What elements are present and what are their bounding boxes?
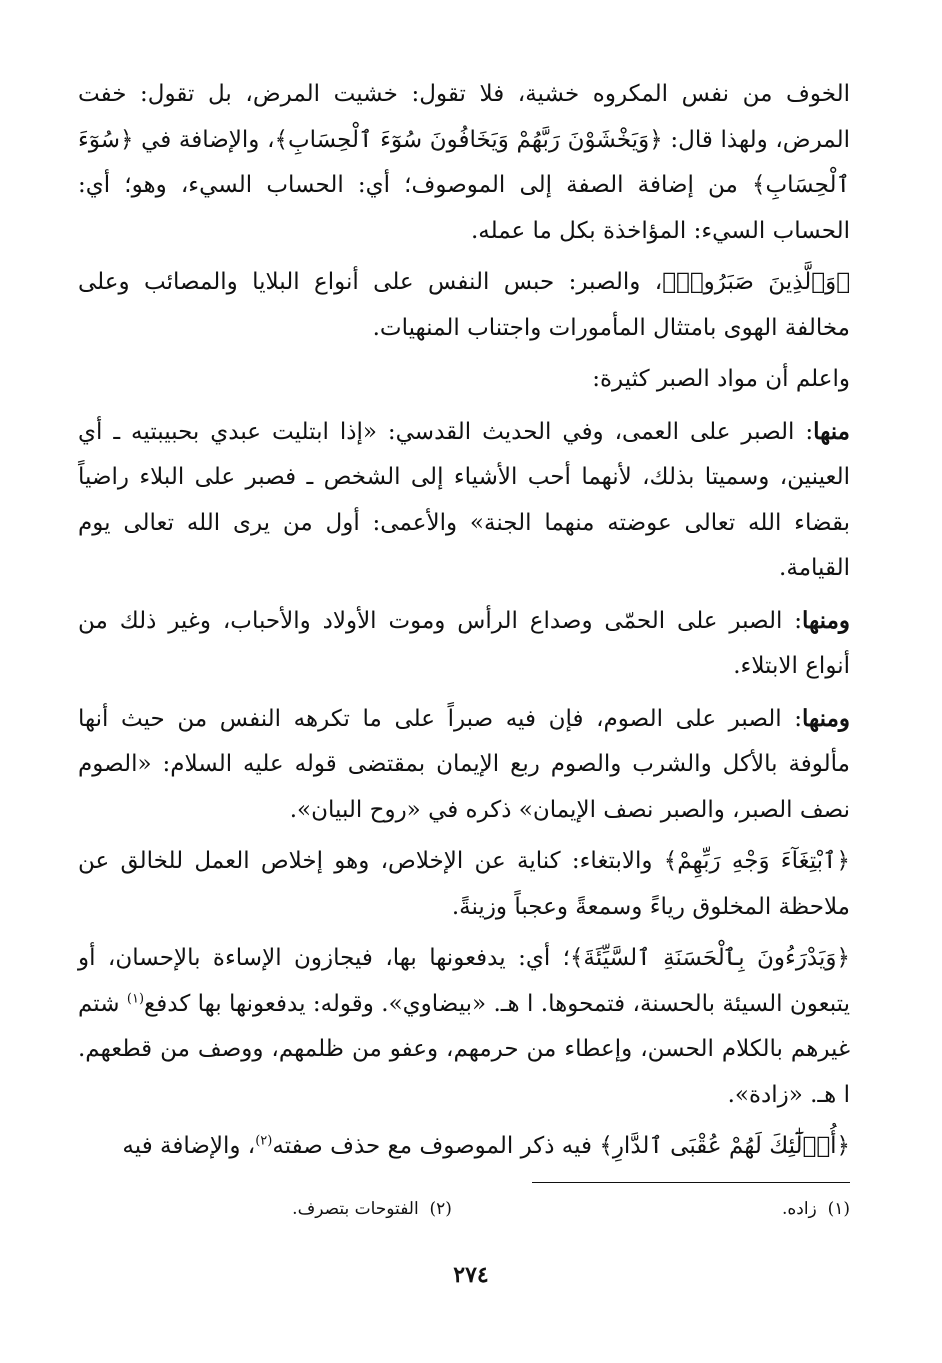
lead-word: ومنها — [802, 704, 850, 732]
paragraph — [78, 696, 850, 834]
quran-quote: ﴿سُوٓءَ ٱلْحِسَابِ﴾ — [78, 126, 850, 198]
quran-quote: ﴿وَيَخْشَوْنَ رَبَّهُمْ وَيَخَافُونَ سُوٓءَ ٱلْحِسَابِ﴾ — [274, 126, 663, 153]
paragraph — [78, 936, 850, 1118]
page-body — [78, 72, 850, 1176]
text-segment: ، والإضافة في — [133, 126, 275, 153]
quran-quote: ﴿أُو۟لَٰٓئِكَ لَهُمْ عُقْبَى ٱلدَّارِ﴾ — [599, 1133, 850, 1159]
footnote-number: (٢) — [429, 1199, 452, 1219]
paragraph — [78, 357, 850, 403]
footnotes — [78, 1194, 850, 1224]
text-segment: : الصبر على الصوم، فإن فيه صبراً على ما تكرهه النفس من حيث أنها مألوفة بالأكل والشرب والصوم ربع الإيمان بمقتضى قوله عليه السلام: «الصوم نصف الصبر، والصبر نصف الإيمان» ذكره في «روح البيان». — [78, 705, 850, 823]
text-segment: فيه ذكر الموصوف مع حذف صفته — [272, 1133, 600, 1159]
text-segment: والابتغاء: كناية عن الإخلاص، وهو إخلاص العمل للخالق عن ملاحظة المخلوق رياءً وسمعةً وعجباً وزينةً. — [78, 848, 850, 920]
text-segment: واعلم أن مواد الصبر كثيرة: — [592, 366, 850, 392]
paragraph — [78, 72, 850, 254]
text-segment: من إضافة الصفة إلى الموصوف؛ أي: الحساب السيء، وهو؛ أي: الحساب السيء: المؤاخذة بكل ما عمله. — [78, 172, 850, 244]
footnote-2 — [292, 1194, 452, 1224]
text-segment: شتم غيرهم بالكلام الحسن، وإعطاء من حرمهم، وعفو من ظلمهم، ووصف من قطعهم. ا هـ. «زادة». — [78, 990, 850, 1108]
footnote-marker: (١) — [126, 990, 145, 1006]
footnote-marker: (٢) — [255, 1133, 273, 1149]
quran-quote: ﴿وَيَدْرَءُونَ بِٱلْحَسَنَةِ ٱلسَّيِّئَةَ﴾ — [569, 945, 850, 971]
paragraph — [78, 260, 850, 351]
footnote-number: (١) — [827, 1199, 850, 1219]
footnote-text: الفتوحات بتصرف. — [292, 1199, 419, 1219]
paragraph — [78, 839, 850, 930]
paragraph — [78, 598, 850, 690]
text-segment: : الصبر على الحمّى وصداع الرأس وموت الأولاد والأحباب، وغير ذلك من أنواع الابتلاء. — [78, 607, 850, 679]
footnote-text: زاده. — [781, 1199, 817, 1219]
quran-quote: ﴿ٱبْتِغَآءَ وَجْهِ رَبِّهِمْ﴾ — [663, 848, 851, 874]
page-number: ٢٧٤ — [453, 1262, 489, 1288]
text-segment: : الصبر على العمى، وفي الحديث القدسي: «إذا ابتليت عبدي بحبيبتيه ـ أي العينين، وسميتا بذلك، لأنهما أحب الأشياء إلى الشخص ـ فصبر على البلاء راضياً بقضاء الله تعالى عوضته منهما الجنة» والأعمى: أول من يرى الله تعالى يوم القيامة. — [78, 418, 850, 581]
paragraph — [78, 1124, 850, 1170]
lead-word: ومنها — [802, 606, 850, 634]
footnote-1 — [782, 1194, 850, 1224]
quran-quote: ﴿وَٱلَّذِينَ صَبَرُوا۟﴾ — [662, 269, 850, 295]
lead-word: منها — [813, 417, 850, 445]
footnote-separator — [532, 1182, 850, 1183]
paragraph — [78, 409, 850, 592]
text-segment: ؛ أي: يدفعونها بها، فيجازون الإساءة بالإحسان، أو يتبعون السيئة بالحسنة، فتمحوها. ا هـ. «بيضاوي». وقوله: يدفعونها بها كدفع — [78, 945, 850, 1017]
text-segment: الخوف من نفس المكروه خشية، فلا تقول: خشيت المرض، بل تقول: خفت المرض، ولهذا قال: — [78, 81, 850, 153]
text-segment: ، والصبر: حبس النفس على أنواع البلايا والمصائب وعلى مخالفة الهوى بامتثال المأمورات واجتناب المنهيات. — [78, 269, 850, 341]
text-segment: ، والإضافة فيه — [122, 1133, 256, 1159]
